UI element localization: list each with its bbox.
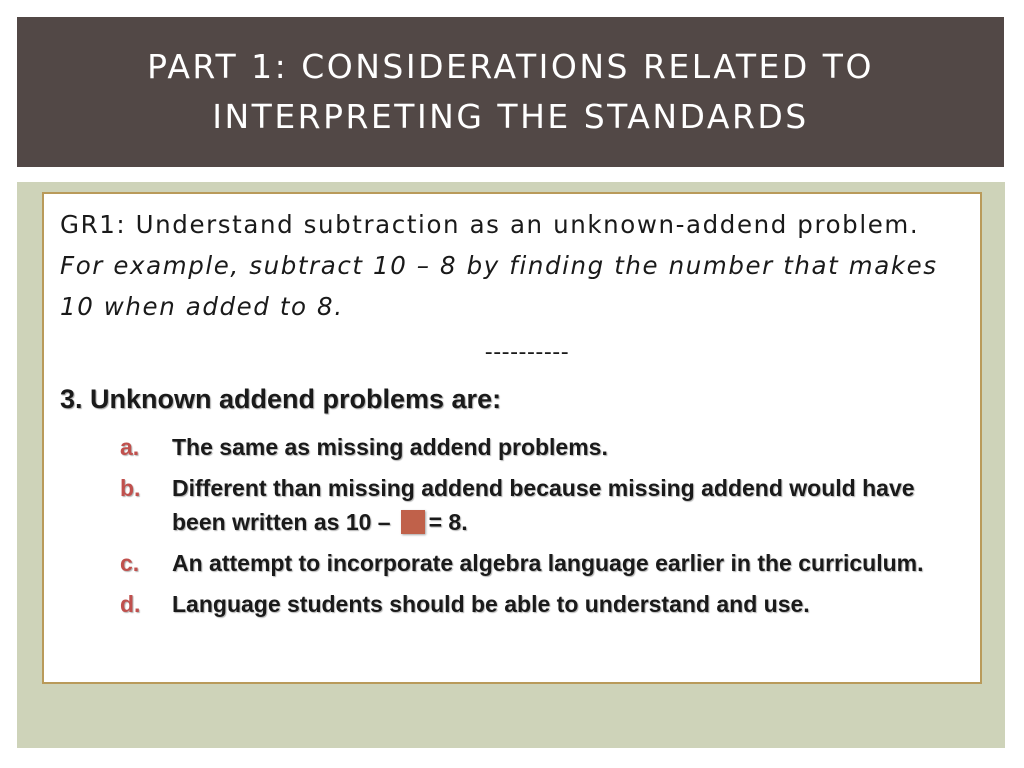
option-letter: b. bbox=[120, 475, 141, 501]
text-box bbox=[42, 192, 982, 684]
option-text: An attempt to incorporate algebra language earlier in the curriculum. bbox=[172, 550, 924, 576]
title-bar bbox=[17, 17, 1004, 167]
option-letter: c. bbox=[120, 550, 140, 576]
option-text-before: Different than missing addend because missing addend would have been written as 10 – bbox=[172, 475, 915, 535]
option-letter: d. bbox=[120, 591, 141, 617]
option-a bbox=[120, 430, 940, 464]
option-text: The same as missing addend problems. bbox=[172, 434, 608, 460]
option-b bbox=[120, 471, 940, 539]
option-letter: a. bbox=[120, 434, 140, 460]
standard-prefix: GR1: Understand subtraction as an unknown-addend problem. bbox=[60, 210, 920, 239]
slide-title-line-2: INTERPRETING THE STANDARDS bbox=[212, 97, 809, 136]
slide-title-line-1: PART 1: CONSIDERATIONS RELATED TO bbox=[147, 47, 874, 86]
option-text: Language students should be able to understand and use. bbox=[172, 591, 810, 617]
divider: ---------- bbox=[484, 340, 570, 365]
answer-options bbox=[120, 430, 940, 628]
question-heading: 3. Unknown addend problems are: bbox=[60, 384, 502, 414]
standard-example: For example, subtract 10 – 8 by finding the number that makes 10 when added to 8. bbox=[60, 251, 938, 321]
option-text-after: = 8. bbox=[428, 509, 468, 535]
option-c bbox=[120, 546, 940, 580]
option-d bbox=[120, 587, 940, 621]
blank-square bbox=[401, 510, 425, 534]
option-text bbox=[172, 471, 940, 539]
standard-text bbox=[60, 204, 960, 327]
